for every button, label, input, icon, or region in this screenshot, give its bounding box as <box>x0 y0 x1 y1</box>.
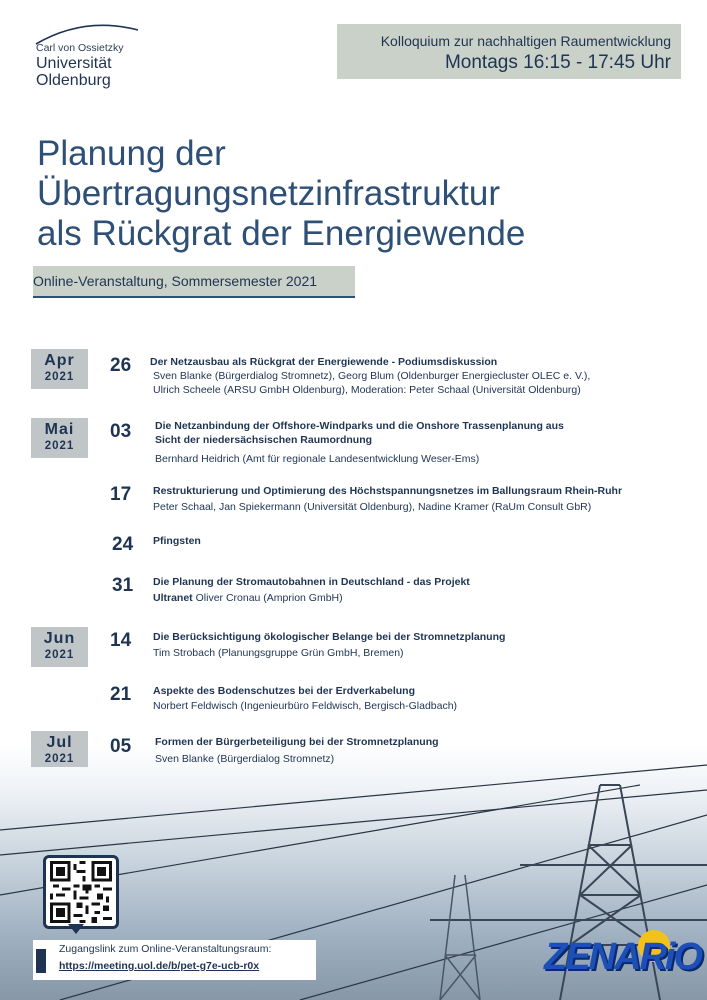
colloquium-box <box>337 24 681 79</box>
month-year: 2021 <box>44 440 75 452</box>
event-day: 17 <box>110 484 132 505</box>
access-link-box <box>33 940 316 980</box>
month-badge-jun <box>31 627 88 667</box>
event-day: 05 <box>110 736 132 757</box>
university-name-line3: Oldenburg <box>36 72 111 89</box>
event-speakers: Ulrich Scheele (ARSU GmbH Oldenburg), Moderation: Peter Schaal (Universität Oldenburg) <box>153 384 581 396</box>
schedule-time: Montags 16:15 - 17:45 Uhr <box>444 52 671 73</box>
event-title: Sicht der niedersächsischen Raumordnung <box>155 434 373 446</box>
project-name: Ultranet <box>153 592 193 604</box>
page-title <box>37 134 525 254</box>
event-title: Die Planung der Stromautobahnen in Deutschland - das Projekt <box>153 576 470 588</box>
month-badge-mai <box>31 418 88 458</box>
month-name: Jun <box>43 630 76 647</box>
event-day: 21 <box>110 684 132 705</box>
event-day: 24 <box>112 534 134 555</box>
month-year: 2021 <box>44 371 75 383</box>
month-year: 2021 <box>44 649 75 661</box>
event-speakers: Bernhard Heidrich (Amt für regionale Landesentwicklung Weser-Ems) <box>155 453 480 465</box>
title-line2: Übertragungsnetzinfrastruktur <box>37 174 500 213</box>
month-year: 2021 <box>44 753 75 765</box>
event-day: 26 <box>110 355 132 376</box>
event-title: Aspekte des Bodenschutzes bei der Erdverkabelung <box>153 685 415 697</box>
event-day: 03 <box>110 421 132 442</box>
event-speakers: Sven Blanke (Bürgerdialog Stromnetz) <box>155 753 335 765</box>
access-link-label: Zugangslink zum Online-Veranstaltungsraum: <box>59 943 272 955</box>
zenario-logo <box>544 926 701 982</box>
zenario-wordmark: ZENARiO <box>544 936 701 978</box>
event-title: Restrukturierung und Optimierung des Höchstspannungsnetzes im Ballungsraum Rhein-Ruhr <box>153 485 623 497</box>
event-day: 14 <box>110 630 132 651</box>
event-title: Formen der Bürgerbeteiligung bei der Stromnetzplanung <box>155 736 439 748</box>
event-day: 31 <box>112 575 134 596</box>
event-speakers: Norbert Feldwisch (Ingenieurbüro Feldwisch, Bergisch-Gladbach) <box>153 700 458 712</box>
month-badge-apr <box>31 349 88 389</box>
qr-code-icon[interactable] <box>43 855 119 929</box>
event-title: Die Netzanbindung der Offshore-Windparks und die Onshore Trassenplanung aus <box>155 420 564 432</box>
title-line3: als Rückgrat der Energiewende <box>37 214 526 253</box>
event-speakers: Tim Strobach (Planungsgruppe Grün GmbH, Bremen) <box>153 647 404 659</box>
colloquium-label: Kolloquium zur nachhaltigen Raumentwicklung <box>380 33 671 49</box>
title-line1: Planung der <box>37 134 226 173</box>
qr-pointer-icon <box>68 924 84 934</box>
university-name-line1: Carl von Ossietzky <box>36 42 124 54</box>
event-title: Der Netzausbau als Rückgrat der Energiewende - Podiumsdiskussion <box>150 356 498 368</box>
subtitle: Online-Veranstaltung, Sommersemester 2021 <box>33 273 318 289</box>
speaker-name: Oliver Cronau (Amprion GmbH) <box>192 592 343 604</box>
university-name-line2: Universität <box>36 55 112 72</box>
event-speakers: Sven Blanke (Bürgerdialog Stromnetz), Georg Blum (Oldenburger Energiecluster OLEC e. V.), <box>153 370 591 382</box>
access-link-url[interactable]: https://meeting.uol.de/b/pet-g7e-ucb-r0x <box>59 960 260 972</box>
event-title: Die Berücksichtigung ökologischer Belange bei der Stromnetzplanung <box>153 631 506 643</box>
month-name: Jul <box>46 734 73 751</box>
month-badge-jul <box>31 731 88 767</box>
event-speakers <box>153 591 343 605</box>
month-name: Apr <box>44 352 75 369</box>
event-speakers: Peter Schaal, Jan Spiekermann (Universität Oldenburg), Nadine Kramer (RaUm Consult GbR) <box>153 501 592 513</box>
subtitle-box <box>33 266 355 298</box>
month-name: Mai <box>44 421 75 438</box>
accent-bar <box>36 949 46 973</box>
event-title: Pfingsten <box>153 535 201 547</box>
